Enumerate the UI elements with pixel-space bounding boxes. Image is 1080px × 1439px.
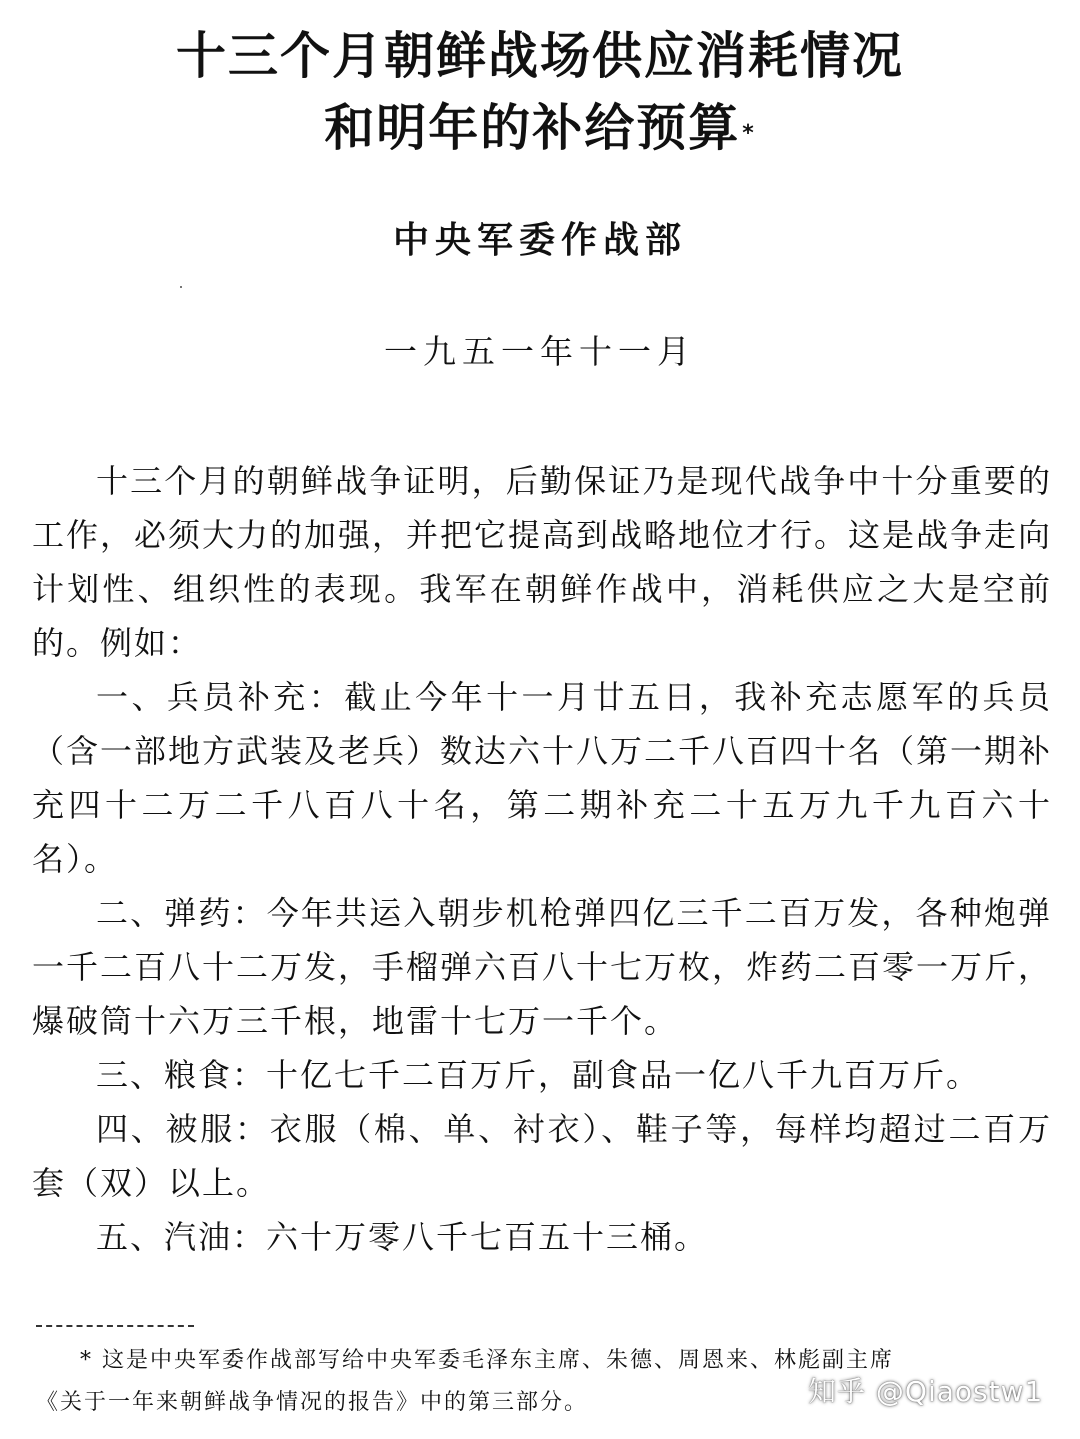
footnote-line-1: * 这是中央军委作战部写给中央军委毛泽东主席、朱德、周恩来、林彪副主席	[80, 1348, 894, 1373]
author-line: 中央军委作战部	[392, 219, 687, 261]
paragraph-clothing: 四、被服：衣服（棉、单、衬衣）、鞋子等，每样均超过二百万套（双）以上。	[32, 1110, 1052, 1202]
date-line: 一九五一年十一月	[384, 332, 696, 371]
paragraph-fuel: 五、汽油：六十万零八千七百五十三桶。	[96, 1218, 709, 1256]
paragraph-intro: 十三个月的朝鲜战争证明，后勤保证乃是现代战争中十分重要的工作，必须大力的加强，并把它提高到战略地位才行。这是战争走向计划性、组织性的表现。我军在朝鲜作战中，消耗供应之大是空前的。例如：	[32, 462, 1053, 662]
document-title-line-2	[0, 98, 1080, 158]
document-title-line-1: 十三个月朝鲜战场供应消耗情况	[176, 27, 904, 85]
footnote-line-2: 《关于一年来朝鲜战争情况的报告》中的第三部分。	[36, 1390, 589, 1415]
footnote-divider	[36, 1325, 194, 1327]
paragraph-personnel: 一、兵员补充：截止今年十一月廿五日，我补充志愿军的兵员（含一部地方武装及老兵）数达六十八万二千八百四十名（第一期补充四十二万二千八百八十名，第二期补充二十五万九千九百六十名）。	[32, 678, 1053, 878]
scan-speck	[180, 286, 182, 288]
zhihu-watermark: 知乎 @Qiaostw1	[808, 1375, 1044, 1408]
body-text	[32, 454, 1052, 1264]
paragraph-ammunition: 二、弹药：今年共运入朝步机枪弹四亿三千二百万发，各种炮弹一千二百八十二万发，手榴弹六百八十七万枚，炸药二百零一万斤，爆破筒十六万三千根，地雷十七万一千个。	[32, 894, 1053, 1040]
footnote-marker: *	[742, 121, 756, 146]
document-title-line-2-text: 和明年的补给预算	[324, 99, 741, 157]
paragraph-grain: 三、粮食：十亿七千二百万斤，副食品一亿八千九百万斤。	[96, 1056, 981, 1094]
